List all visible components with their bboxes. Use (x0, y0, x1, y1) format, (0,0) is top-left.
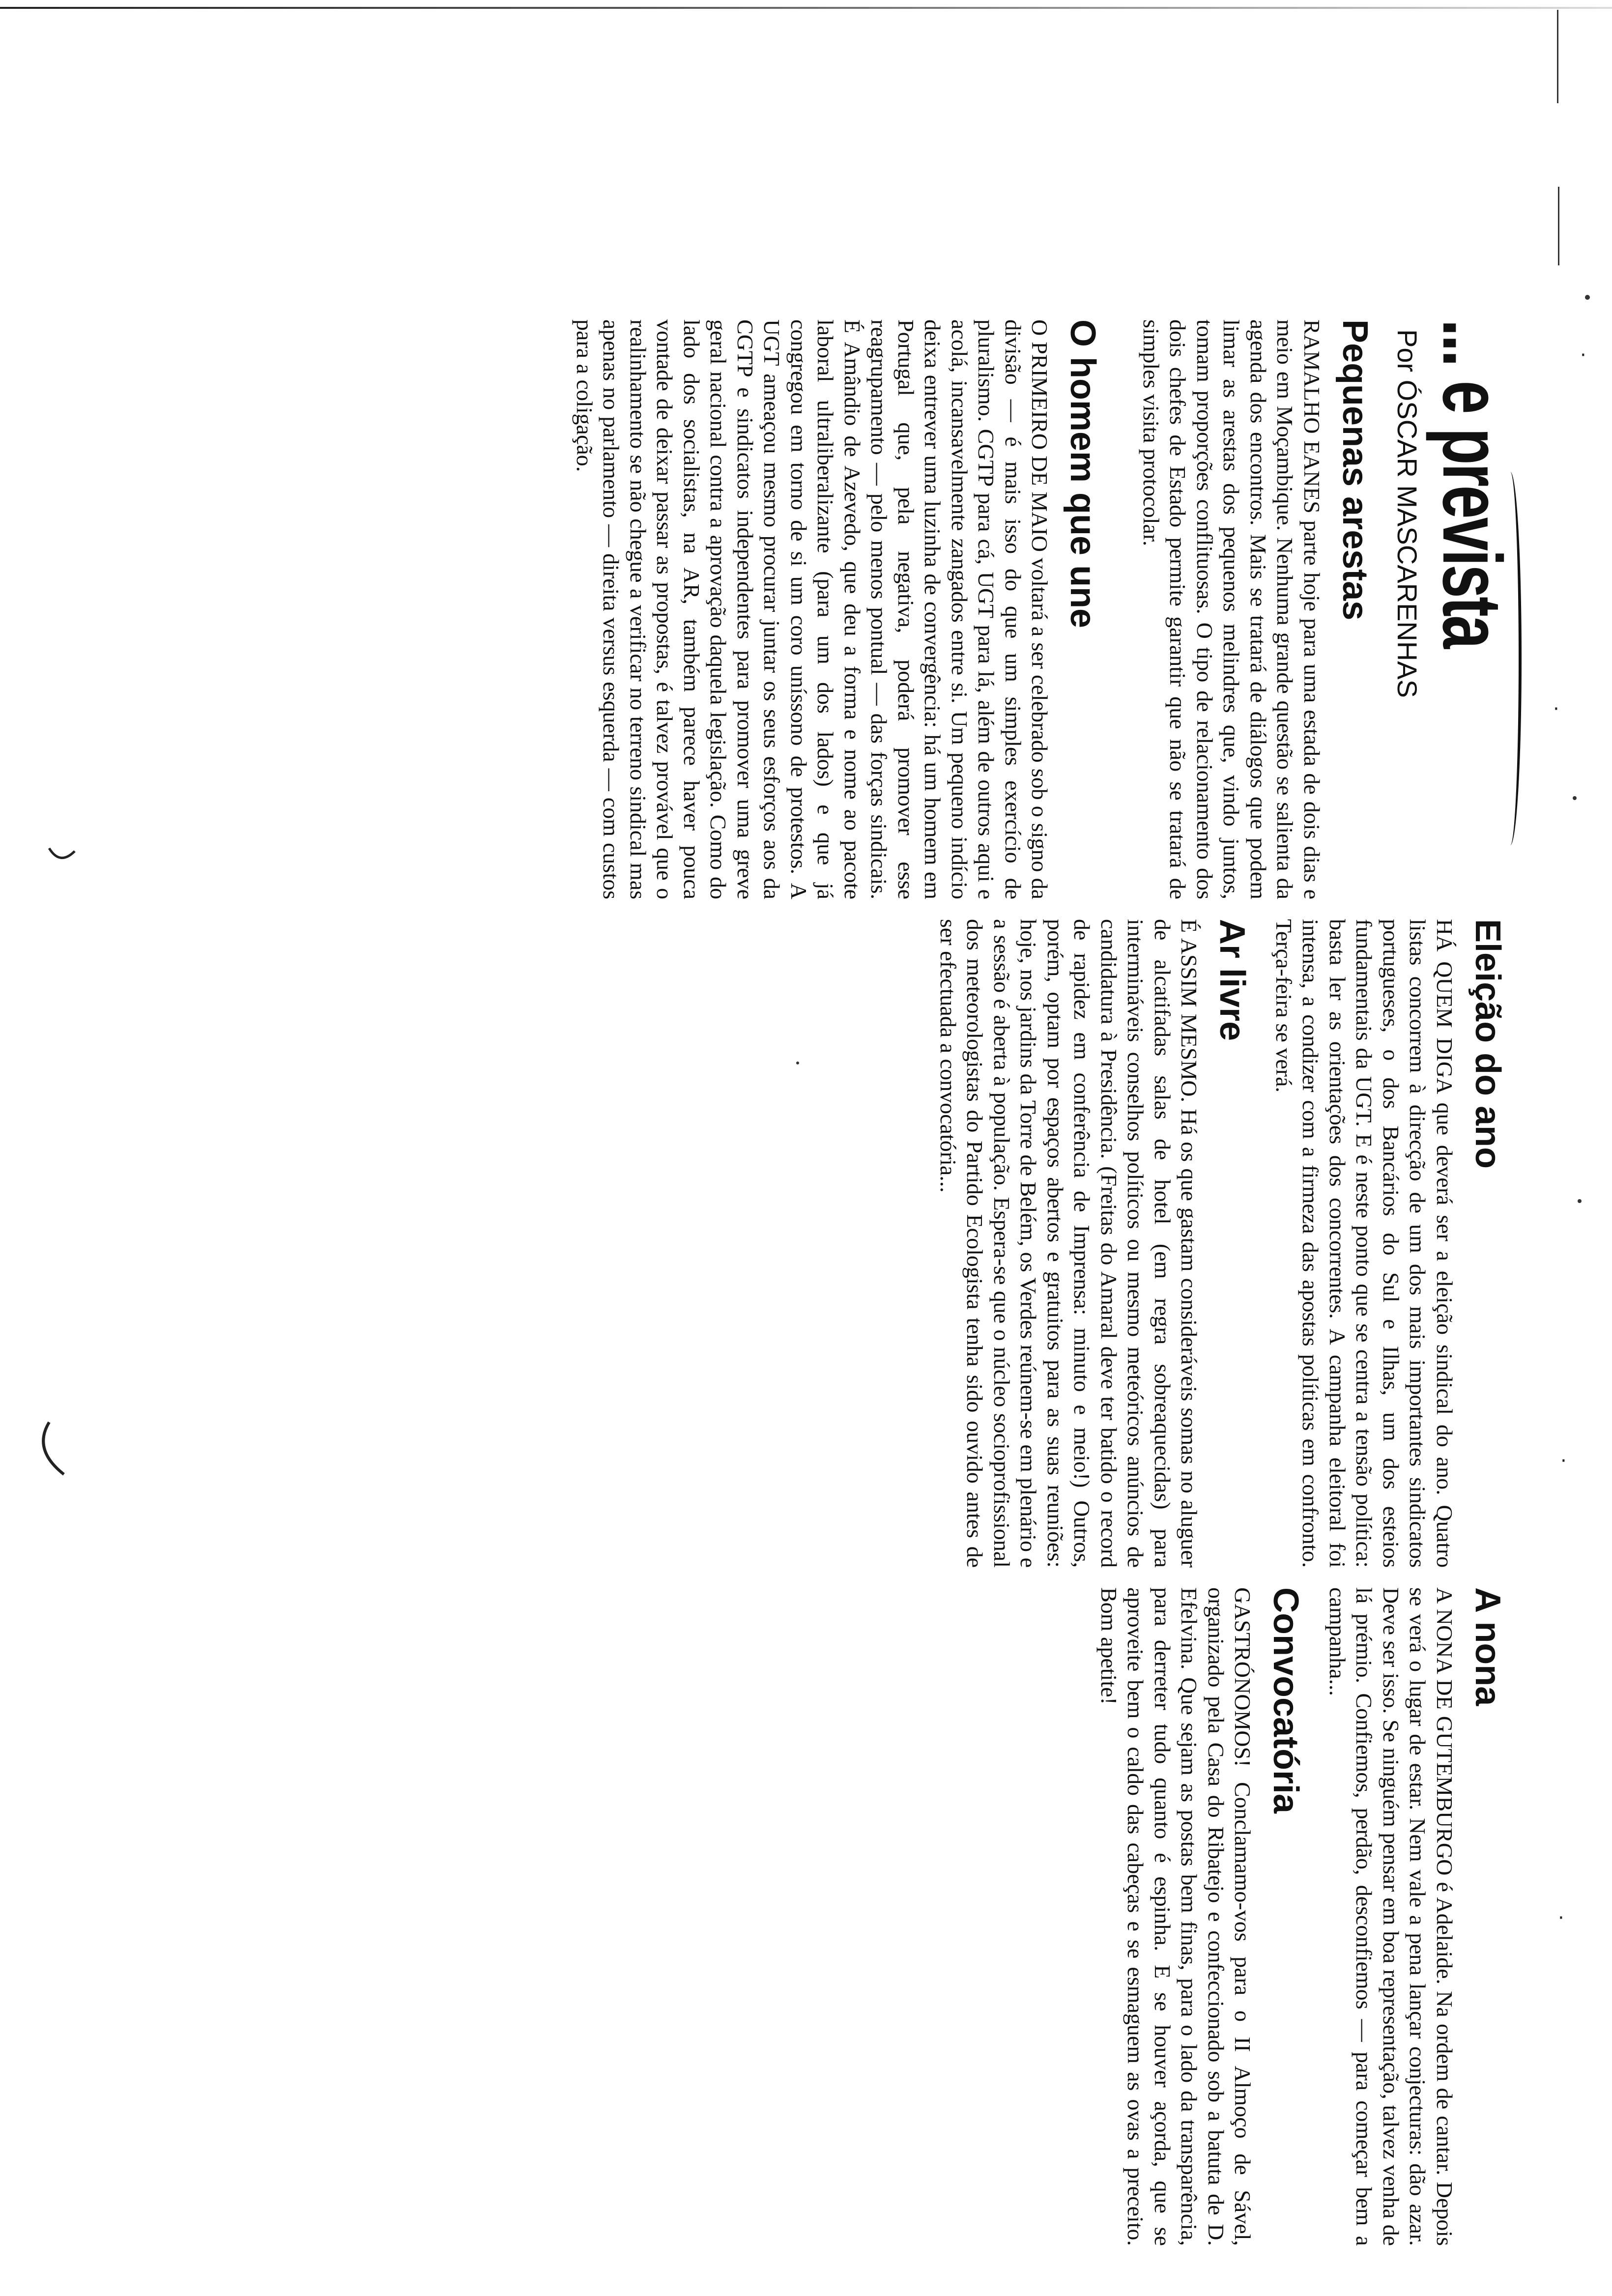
article-pequenas-arestas (1138, 319, 1377, 899)
article-body: HÁ QUEM DIGA que deverá ser a eleição sindical do ano. Quatro listas concorrem à direcção de um dos mais importantes sindicatos portugueses, o dos Bancários do Sul e Ilhas, um dos esteios fundamentais da UGT. E é neste ponto que se centra a tensão política: basta ler as orientações dos concorrentes. A campanha eleitoral foi intensa, a condizer com a firmeza das apostas políticas em confronto. Terça-feira se verá. (1271, 919, 1457, 1568)
article-o-homem-que-une (571, 319, 1104, 899)
article-heading: Convocatória (1266, 1587, 1306, 1814)
newspaper-clipping (572, 310, 1524, 2275)
article-body: GASTRÓNOMOS! Conclamamo-vos para o II Almoço de Sável, organizado pela Casa do Ribatejo e confeccionado sob a batuta de D. Efelvina. Que sejam as postas bem finas, para o lado da transparência, para derreter tudo quanto é espinha. E se houver açorda, que se aproveite bem o caldo das cabeças e se esmaguem as ovas a preceito. Bom apetite! (1096, 1587, 1256, 2246)
article-body: A NONA DE GUTEMBURGO é Adelaide. Na ordem de cantar. Depois se verá o lugar de estar. Nem vale a pena lançar conjecturas: dão azar. Deve ser isso. Se ninguém pensar em boa representação, talvez venha de lá prémio. Confiemos, perdão, desconfiemos — para começar bem a campanha... (1325, 1587, 1457, 2246)
pencil-mark (29, 1420, 69, 1479)
margin-mark: · (1580, 344, 1586, 367)
article-body: É ASSIM MESMO. Há os que gastam consideráveis somas no aluguer de alcatifadas salas de hotel (em regra sobreaquecidas) para intermináveis conselhos políticos ou mesmo meteóricos anúncios de candidatura à Presidência. (Freitas do Amaral deve ter batido o record de rapidez em conferência de Imprensa: minuto e meio!) Outros, porém, optam por espaços abertos e gratuitos para as suas reuniões: hoje, nos jardins da Torre de Belém, os Verdes reúnem-se em plenário e a sessão é aberta à população. Espera-se que o núcleo socioprofissional dos meteorologistas do Partido Ecologista tenha sido ouvido antes de ser efectuada a convocatória... (936, 919, 1202, 1568)
scan-edge-mark (1558, 187, 1559, 265)
scan-top-edge (0, 7, 1612, 9)
article-eleicao-do-ano (1270, 919, 1509, 1568)
scan-edge-mark (1557, 10, 1558, 103)
article-heading: Ar livre (1212, 919, 1252, 1041)
margin-mark: · (1553, 698, 1559, 720)
article-a-nona (1324, 1587, 1509, 2246)
pencil-mark (47, 845, 77, 870)
scan-speck (1578, 1199, 1582, 1203)
article-convocatoria (1095, 1587, 1307, 2246)
article-ar-livre (935, 919, 1254, 1568)
column-1 (572, 319, 1376, 899)
article-heading: Pequenas arestas (1335, 319, 1375, 621)
scan-speck (1573, 796, 1577, 800)
column-title: ... e prevista (1425, 319, 1519, 648)
article-heading: A nona (1468, 1587, 1507, 1706)
byline: Por ÓSCAR MASCARENHAS (1392, 329, 1423, 698)
margin-mark: · (1558, 1907, 1564, 1929)
column-2 (688, 919, 1509, 1568)
masthead (1386, 310, 1524, 875)
scan-speck (1585, 295, 1590, 300)
article-body: O PRIMEIRO DE MAIO voltará a ser celebrado sob o signo da divisão — é mais isso do que um simples exercício de pluralismo. CGTP para cá, UGT para lá, além de outros aqui e acolá, incansavelmente zangados entre si. Um pequeno indício deixa entrever uma luzinha de convergência: há um homem em Portugal que, pela negativa, poderá promover esse reagrupamento — pelo menos pontual — das forças sindicais. É Amândio de Azevedo, que deu a forma e nome ao pacote laboral ultraliberalizante (para um dos lados) e que já congregou em torno de si um coro uníssono de protestos. A UGT ameaçou mesmo procurar juntar os seus esforços aos da CGTP e sindicatos independentes para promover uma greve geral nacional contra a aprovação daquela legislação. Como do lado dos socialistas, na AR, também parece haver pouca vontade de deixar passar as propostas, é talvez provável que o realinhamento se não chegue a verificar no terreno sindical mas apenas no parlamento — direita versus esquerda — com custos para a coligação. (572, 319, 1053, 899)
margin-mark: · (1560, 1450, 1567, 1472)
article-heading: O homem que une (1063, 319, 1103, 629)
article-heading: Eleição do ano (1468, 919, 1507, 1169)
column-3 (688, 1587, 1509, 2246)
article-body: RAMALHO EANES parte hoje para uma estada de dois dias e meio em Moçambique. Nenhuma grande questão se salienta da agenda dos encontros. Mais se tratará de diálogos que podem limar as arestas dos pequenos melindres que, vindo juntos, tomam proporções conflituosas. O tipo de relacionamento dos dois chefes de Estado permite garantir que não se tratará de simples visita protocolar. (1139, 319, 1324, 899)
